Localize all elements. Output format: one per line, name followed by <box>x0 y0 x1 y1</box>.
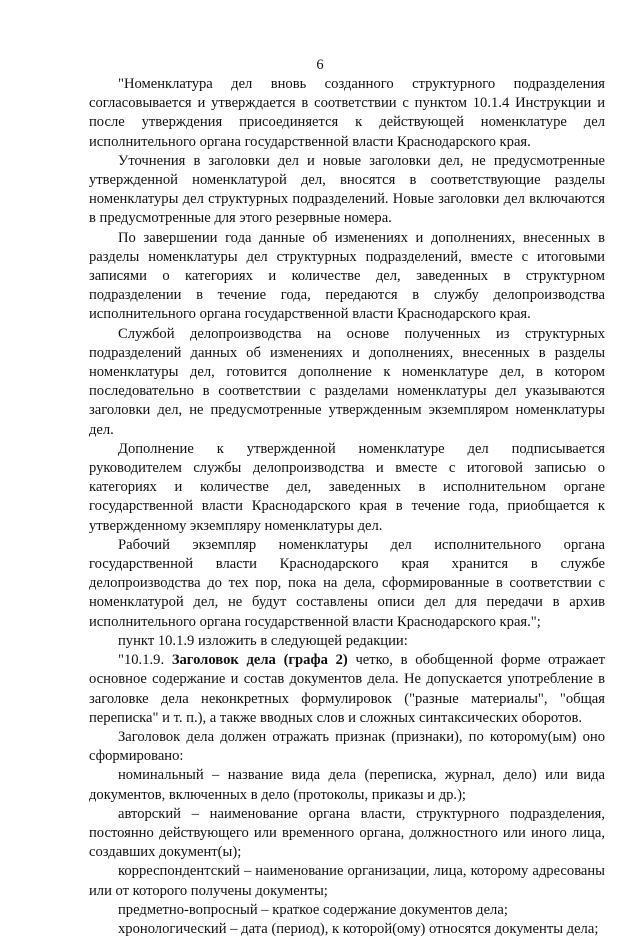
paragraph-7: пункт 10.1.9 изложить в следующей редакции: <box>118 632 408 649</box>
paragraph-8-text: четко, в обобщенной форме отражает основное содержание и состав документов дела. Не допускается употребление в заголовке дела неконкретных формулировок ("разные материалы", "общая переписка" и т. п.), а также вводных слов и сложных синтаксических оборотов. <box>89 652 605 726</box>
paragraph-3: По завершении года данные об изменениях и дополнениях, внесенных в разделы номенклатуры дел структурных подразделений, вместе с итоговыми записями о категориях и количестве дел, заведенных в структурном подразделении в течение года, передаются в службу делопроизводства исполнительного органа государственной власти Краснодарского края. <box>89 229 605 323</box>
paragraph-8-prefix: "10.1.9. <box>118 652 172 669</box>
paragraph-4: Службой делопроизводства на основе полученных из структурных подразделений данных об изменениях и дополнениях, внесенных в разделы номенклатуры дел, готовится дополнение к номенклатуре дел, в котором последовательно в соответствии с разделами номенклатуры дел указываются заголовки дел, не предусмотренные утвержденным экземпляром номенклатуры дел. <box>89 325 605 438</box>
paragraph-2: Уточнения в заголовки дел и новые заголовки дел, не предусмотренные утвержденной номенклатурой дел, вносятся в соответствующие разделы номенклатуры дел структурных подразделений. Новые заголовки дел включаются в предусмотренные для этого резервные номера. <box>89 152 605 227</box>
paragraph-1: "Номенклатура дел вновь созданного структурного подразделения согласовывается и утверждается в соответствии с пунктом 10.1.4 Инструкции и после утверждения присоединяется к действующей номенклатуре дел исполнительного органа государственной власти Краснодарского края. <box>89 76 605 150</box>
paragraph-8-bold-term: Заголовок дела (графа 2) <box>171 652 348 669</box>
paragraph-12: корреспондентский – наименование организации, лица, которому адресованы или от которого получены документы; <box>89 863 605 899</box>
paragraph-6: Рабочий экземпляр номенклатуры дел исполнительного органа государственной власти Краснодарского края хранится в службе делопроизводства до тех пор, пока на дела, сформированные в соответствии с номенклатурой дел, не будут составлены описи дел для передачи в архив исполнительного органа государственной власти Краснодарского края."; <box>89 536 605 630</box>
paragraph-14: хронологический – дата (период), к которой(ому) относятся документы дела; <box>118 920 599 937</box>
paragraph-11: авторский – наименование органа власти, структурного подразделения, постоянно действующего или временного органа, должностного или иного лица, создавших документ(ы); <box>89 805 605 861</box>
paragraph-8 <box>89 651 605 728</box>
paragraph-10: номинальный – название вида дела (переписка, журнал, дело) или вида документов, включенных в дело (протоколы, приказы и др.); <box>89 767 605 803</box>
paragraph-9: Заголовок дела должен отражать признак (признаки), по которому(ым) оно сформировано: <box>89 728 605 765</box>
paragraph-5: Дополнение к утвержденной номенклатуре дел подписывается руководителем службы делопроизводства и вместе с итоговой записью о категориях и количестве дел, заведенных в исполнительном органе государственной власти Краснодарского края в течение года, приобщается к утвержденному экземпляру номенклатуры дел. <box>89 440 605 534</box>
document-body <box>89 75 605 939</box>
page-number: 6 <box>316 57 324 73</box>
paragraph-13: предметно-вопросный – краткое содержание документов дела; <box>118 901 508 918</box>
